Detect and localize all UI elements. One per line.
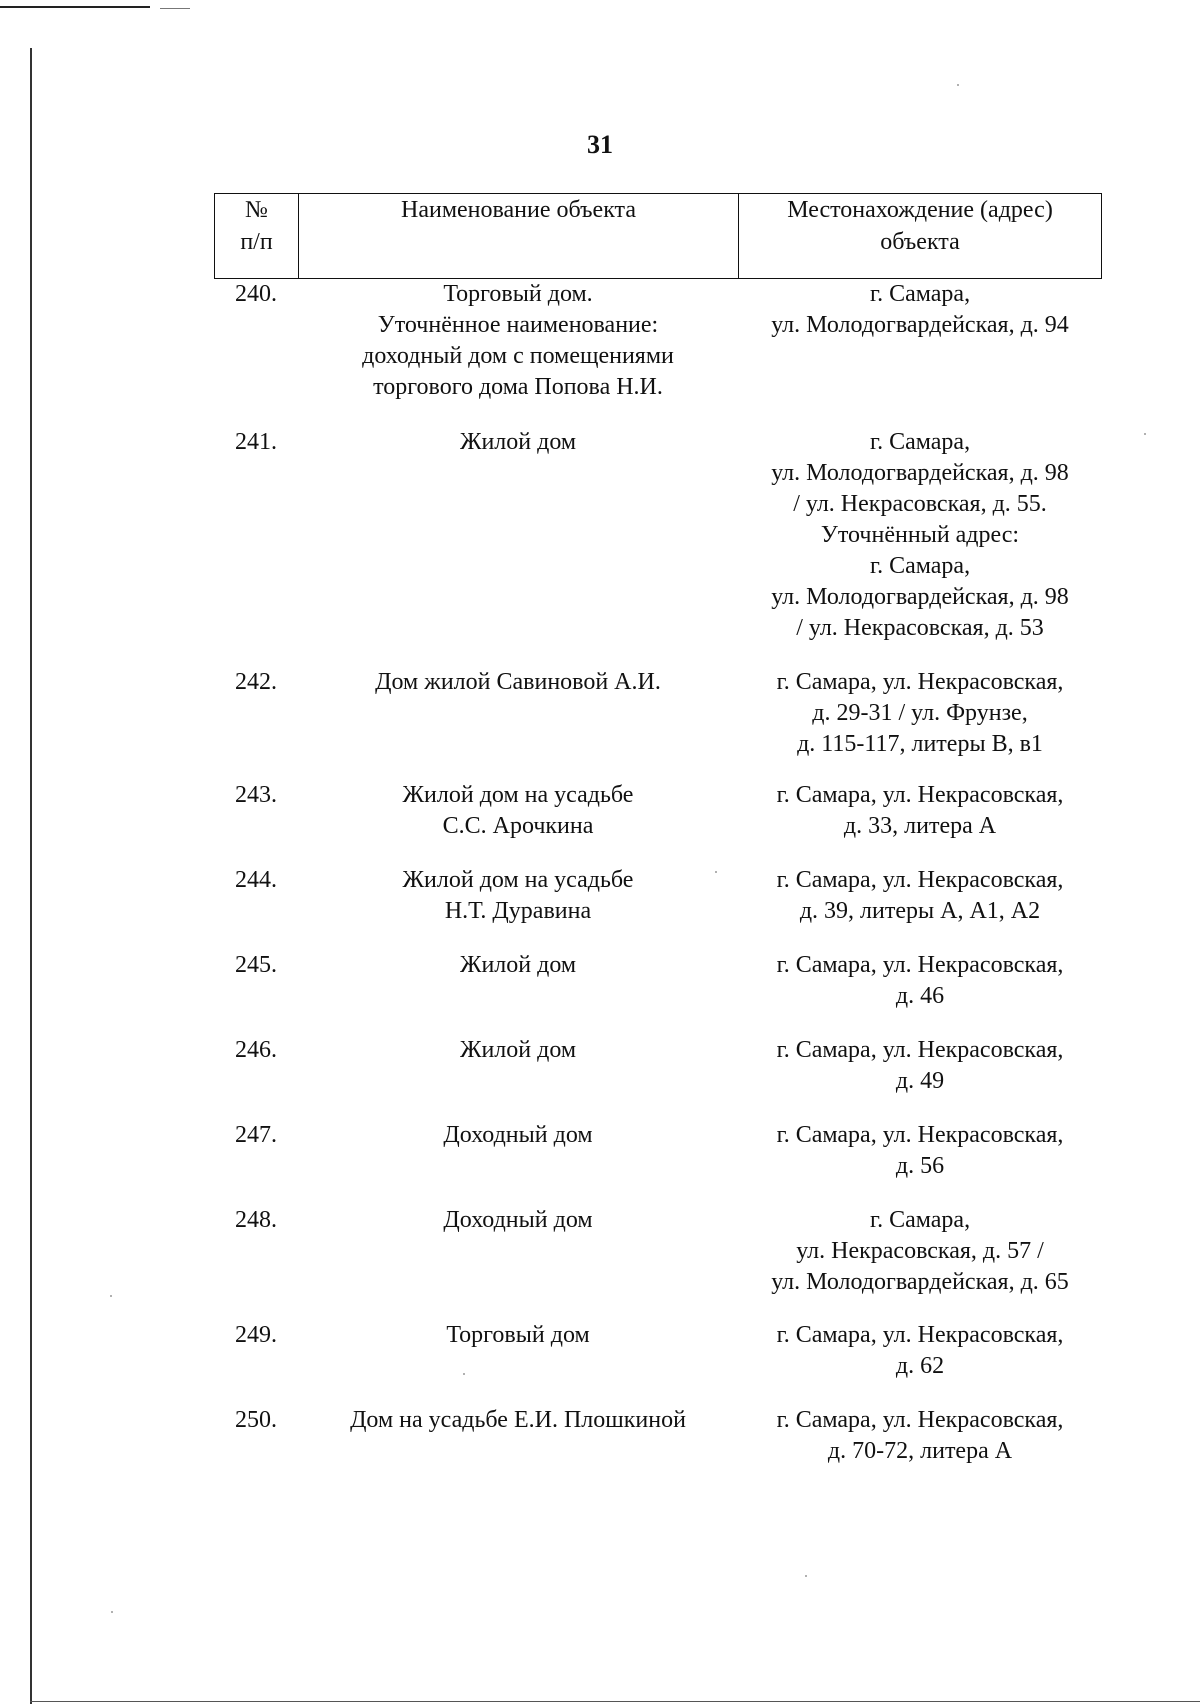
object-name: [298, 279, 738, 403]
object-address: [738, 780, 1102, 842]
object-address-line: г. Самара, ул. Некрасовская,: [776, 782, 1064, 808]
object-name: [298, 667, 738, 698]
object-address-line: г. Самара,: [869, 429, 971, 455]
object-address-line: д. 33, литера А: [843, 813, 997, 839]
scan-speck: [805, 1575, 807, 1577]
object-name-line: Жилой дом: [459, 1037, 577, 1063]
object-name-line: Торговый дом.: [443, 281, 593, 307]
row-number: 244.: [235, 867, 277, 893]
object-name-line: Н.Т. Дуравина: [444, 898, 592, 924]
object-address-line: г. Самара, ул. Некрасовская,: [776, 1322, 1064, 1348]
row-number: 247.: [235, 1122, 277, 1148]
object-name-line: Доходный дом: [443, 1207, 593, 1233]
header-address-line: объекта: [880, 229, 960, 255]
object-address-line: ул. Молодогвардейская, д. 65: [771, 1269, 1069, 1295]
header-address-cell: [739, 194, 1101, 278]
object-name-line: Жилой дом на усадьбе: [402, 782, 634, 808]
object-address-line: д. 115-117, литеры В, в1: [797, 731, 1043, 757]
object-address-line: ул. Молодогвардейская, д. 94: [771, 312, 1069, 338]
object-address-line: г. Самара, ул. Некрасовская,: [776, 1407, 1064, 1433]
row-number: 246.: [235, 1037, 277, 1063]
scan-speck: [1144, 433, 1146, 435]
object-name-line: Жилой дом на усадьбе: [402, 867, 634, 893]
object-address-line: д. 29-31 / ул. Фрунзе,: [812, 700, 1028, 726]
object-address-line: ул. Некрасовская, д. 57 /: [796, 1238, 1044, 1264]
scan-edge-bottom: [30, 1701, 1200, 1702]
header-num-line: №: [245, 197, 268, 223]
row-number: 241.: [235, 429, 277, 455]
object-name: [298, 865, 738, 927]
object-address: [738, 1205, 1102, 1298]
object-address: [738, 427, 1102, 644]
row-number: 249.: [235, 1322, 277, 1348]
object-address: [738, 865, 1102, 927]
object-address-line: г. Самара, ул. Некрасовская,: [776, 1122, 1064, 1148]
object-name: [298, 1035, 738, 1066]
object-name-line: торгового дома Попова Н.И.: [373, 374, 663, 400]
object-name: [298, 1320, 738, 1351]
object-address-line: г. Самара, ул. Некрасовская,: [776, 1037, 1064, 1063]
object-address-line: / ул. Некрасовская, д. 53: [796, 615, 1044, 641]
scan-speck: [957, 84, 959, 86]
row-number: 245.: [235, 952, 277, 978]
object-address-line: д. 62: [895, 1353, 945, 1379]
object-address-line: д. 49: [895, 1068, 945, 1094]
scan-edge-top-fragment: [160, 8, 190, 9]
object-address-line: ул. Молодогвардейская, д. 98: [771, 460, 1069, 486]
object-address-line: д. 39, литеры А, А1, А2: [799, 898, 1041, 924]
object-name-line: Доходный дом: [443, 1122, 593, 1148]
object-address-line: ул. Молодогвардейская, д. 98: [771, 584, 1069, 610]
object-address: [738, 279, 1102, 341]
object-name: [298, 950, 738, 981]
object-name-line: С.С. Арочкина: [442, 813, 594, 839]
row-number: 240.: [235, 281, 277, 307]
scan-edge-top: [0, 6, 150, 8]
object-name-line: Жилой дом: [459, 429, 577, 455]
object-address: [738, 1320, 1102, 1382]
object-address-line: г. Самара,: [869, 281, 971, 307]
row-number: 242.: [235, 669, 277, 695]
header-name-line: Наименование объекта: [401, 197, 636, 223]
object-address: [738, 1120, 1102, 1182]
object-address: [738, 950, 1102, 1012]
object-address: [738, 667, 1102, 760]
object-address-line: / ул. Некрасовская, д. 55.: [793, 491, 1047, 517]
object-address-line: г. Самара,: [869, 553, 971, 579]
object-address-line: г. Самара,: [869, 1207, 971, 1233]
object-name-line: доходный дом с помещениями: [362, 343, 674, 369]
object-address-line: г. Самара, ул. Некрасовская,: [776, 867, 1064, 893]
object-address-line: д. 56: [895, 1153, 945, 1179]
object-address: [738, 1035, 1102, 1097]
object-address: [738, 1405, 1102, 1467]
object-name: [298, 780, 738, 842]
row-number: 250.: [235, 1407, 277, 1433]
object-name: [298, 1120, 738, 1151]
object-name-line: Дом жилой Савиновой А.И.: [375, 669, 661, 695]
row-number: 248.: [235, 1207, 277, 1233]
object-name: [298, 1405, 738, 1436]
header-num-line: п/п: [240, 229, 273, 255]
scan-speck: [111, 1611, 113, 1613]
object-name-line: Жилой дом: [459, 952, 577, 978]
header-address-line: Местонахождение (адрес): [787, 197, 1053, 223]
object-name: [298, 1205, 738, 1236]
scan-speck: [110, 1295, 112, 1297]
object-name: [298, 427, 738, 458]
object-address-line: г. Самара, ул. Некрасовская,: [776, 669, 1064, 695]
header-num-cell: [215, 194, 299, 278]
header-name-cell: [299, 194, 739, 278]
object-name-line: Дом на усадьбе Е.И. Плошкиной: [350, 1407, 686, 1433]
object-address-line: Уточнённый адрес:: [820, 522, 1020, 548]
scan-edge-left: [30, 48, 32, 1704]
row-number: 243.: [235, 782, 277, 808]
object-address-line: г. Самара, ул. Некрасовская,: [776, 952, 1064, 978]
object-address-line: д. 46: [895, 983, 945, 1009]
page-number: 31: [587, 130, 613, 159]
object-name-line: Уточнённое наименование:: [377, 312, 659, 338]
scan-speck: [463, 1373, 465, 1375]
object-name-line: Торговый дом: [446, 1322, 590, 1348]
table-header: [214, 193, 1102, 279]
object-address-line: д. 70-72, литера А: [827, 1438, 1013, 1464]
